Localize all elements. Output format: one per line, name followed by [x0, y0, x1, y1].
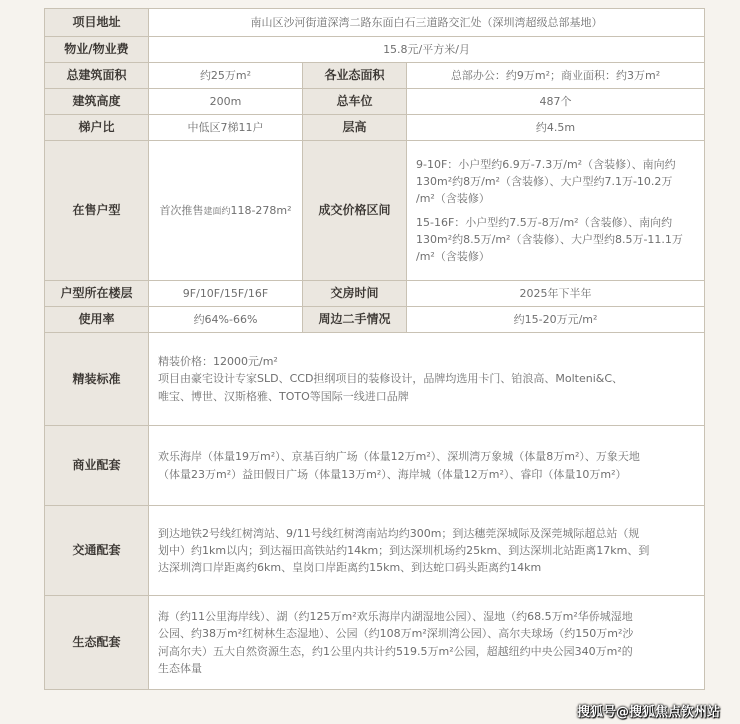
row-property-management — [45, 37, 705, 63]
value-unit-floors: 9F/10F/15F/16F — [149, 281, 303, 307]
value-units-for-sale — [149, 141, 303, 281]
price-line: 130m²约8.5万/m²（含装修）、大户型约8.5万-11.1万 — [416, 232, 683, 246]
price-line: /m²（含装修） — [416, 249, 490, 263]
value-traffic — [149, 506, 705, 596]
value-usage-rate: 约64%-66% — [149, 307, 303, 333]
value-parking: 487个 — [407, 89, 705, 115]
eco-line: 公园、约38万m²红树林生态湿地）、公园（约108万m²深圳湾公园）、高尔夫球场（约150万m²沙 — [158, 627, 634, 641]
label-commercial: 商业配套 — [45, 426, 149, 506]
units-suffix: 118-278m² — [230, 203, 292, 217]
value-secondhand: 约15-20万元/m² — [407, 307, 705, 333]
value-address: 南山区沙河街道深湾二路东面白石三道路交汇处（深圳湾超级总部基地） — [149, 9, 705, 37]
value-total-area: 约25万m² — [149, 63, 303, 89]
price-line: 130m²约8万/m²（含装修）、大户型约7.1万-10.2万 — [416, 175, 673, 189]
value-finish-standard — [149, 333, 705, 426]
value-price-range — [407, 141, 705, 281]
row-height — [45, 89, 705, 115]
traffic-line: 达深圳湾口岸距离约6km、皇岗口岸距离约15km、到达蛇口码头距离约14km — [158, 561, 542, 575]
label-address: 项目地址 — [45, 9, 149, 37]
value-delivery-time: 2025年下半年 — [407, 281, 705, 307]
label-traffic: 交通配套 — [45, 506, 149, 596]
watermark: 搜狐号@搜狐焦点钦州站 — [576, 705, 720, 720]
eco-line: 河高尔夫）五大自然资源生态，约1公里内共计约519.5万m²公园，超越纽约中央公园340万m²的 — [158, 644, 633, 658]
commercial-line: （体量23万m²）益田假日广场（体量13万m²）、海岸城（体量12万m²）、睿印（体量10万m²） — [158, 467, 627, 481]
label-property-management: 物业/物业费 — [45, 37, 149, 63]
commercial-line: 欢乐海岸（体量19万m²）、京基百纳广场（体量12万m²）、深圳湾万象城（体量8万m²）、万象天地 — [158, 450, 640, 464]
row-eco — [45, 596, 705, 690]
label-units-for-sale: 在售户型 — [45, 141, 149, 281]
row-commercial — [45, 426, 705, 506]
label-price-range: 成交价格区间 — [303, 141, 407, 281]
row-address — [45, 9, 705, 37]
row-floors — [45, 281, 705, 307]
price-line: 15-16F：小户型约7.5万-8万/m²（含装修）、南向约 — [416, 215, 673, 229]
property-info-sheet — [44, 8, 704, 694]
price-line: /m²（含装修） — [416, 192, 490, 206]
label-unit-floors: 户型所在楼层 — [45, 281, 149, 307]
finish-line: 精装价格：12000元/m² — [158, 355, 278, 369]
units-mini-label: 建面约 — [203, 206, 231, 217]
traffic-line: 划中）约1km以内；到达福田高铁站约14km；到达深圳机场约25km、到达深圳北站距离17km、到 — [158, 543, 650, 557]
label-building-height: 建筑高度 — [45, 89, 149, 115]
eco-line: 海（约11公里海岸线）、湖（约125万m²欢乐海岸内湖湿地公园）、湿地（约68.5万m²华侨城湿地 — [158, 610, 633, 624]
row-finish — [45, 333, 705, 426]
row-units — [45, 141, 705, 281]
label-use-area: 各业态面积 — [303, 63, 407, 89]
label-eco: 生态配套 — [45, 596, 149, 690]
property-table — [44, 8, 705, 690]
row-traffic — [45, 506, 705, 596]
label-usage-rate: 使用率 — [45, 307, 149, 333]
traffic-line: 到达地铁2号线红树湾站、9/11号线红树湾南站均约300m；到达穗莞深城际及深莞城际超总站（规 — [158, 526, 640, 540]
eco-line: 生态体量 — [158, 661, 202, 675]
row-elevator-ratio — [45, 115, 705, 141]
finish-line: 项目由豪宅设计专家SLD、CCD担纲项目的装修设计，品牌均选用卡门、铂浪高、Molteni&C、 — [158, 372, 624, 386]
value-building-height: 200m — [149, 89, 303, 115]
label-delivery-time: 交房时间 — [303, 281, 407, 307]
row-area — [45, 63, 705, 89]
row-usage — [45, 307, 705, 333]
label-floor-height: 层高 — [303, 115, 407, 141]
label-total-area: 总建筑面积 — [45, 63, 149, 89]
label-secondhand: 周边二手情况 — [303, 307, 407, 333]
finish-line: 唯宝、博世、汉斯格雅、TOTO等国际一线进口品牌 — [158, 389, 409, 403]
value-commercial — [149, 426, 705, 506]
label-finish-standard: 精装标准 — [45, 333, 149, 426]
value-elevator-ratio: 中低区7梯11户 — [149, 115, 303, 141]
value-eco — [149, 596, 705, 690]
label-elevator-ratio: 梯户比 — [45, 115, 149, 141]
value-property-management: 15.8元/平方米/月 — [149, 37, 705, 63]
label-parking: 总车位 — [303, 89, 407, 115]
value-use-area: 总部办公：约9万m²；商业面积：约3万m² — [407, 63, 705, 89]
units-prefix: 首次推售 — [159, 203, 204, 217]
price-line: 9-10F：小户型约6.9万-7.3万/m²（含装修）、南向约 — [416, 158, 676, 172]
value-floor-height: 约4.5m — [407, 115, 705, 141]
